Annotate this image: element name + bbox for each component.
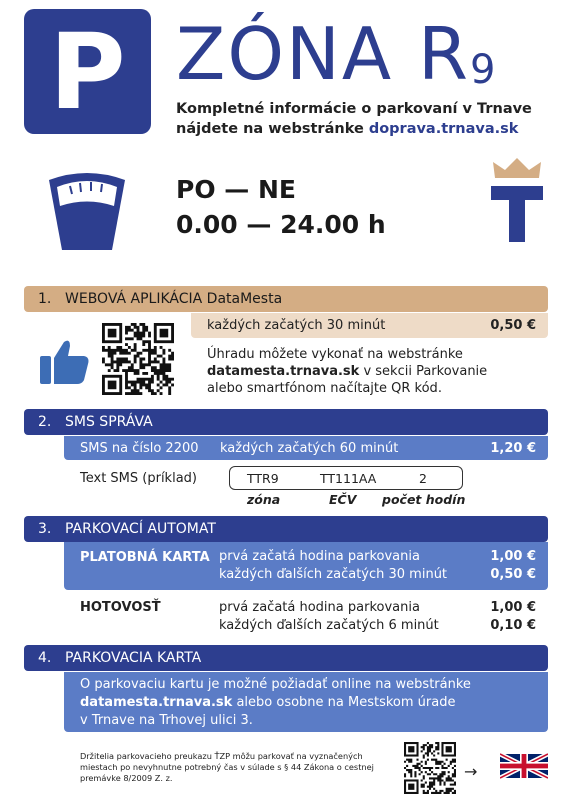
web-app-rate-row [191, 313, 548, 338]
section-2-header [24, 409, 548, 435]
footer-note [80, 751, 374, 784]
zone-title-main: ZÓNA R [176, 12, 471, 96]
section-4-header [24, 645, 548, 671]
payment-card-desc-1: prvá začatá hodina parkovania [219, 549, 420, 564]
thumbs-up-icon [40, 338, 90, 386]
web-app-rate-price: 0,50 € [490, 318, 536, 333]
sms-caption-ecv: EČV [329, 492, 357, 507]
payment-card-block [64, 542, 548, 590]
payment-info [207, 346, 487, 397]
web-app-rate-desc: každých začatých 30 minút [207, 318, 386, 333]
cash-desc-2: každých ďalších začatých 6 minút [219, 618, 439, 633]
section-3-number: 3. [38, 521, 52, 537]
payment-card-price-2: 0,50 € [490, 567, 536, 582]
cash-price-1: 1,00 € [490, 600, 536, 615]
parking-card-line-1: O parkovaciu kartu je možné požiadať online na webstránke [80, 677, 471, 692]
payment-card-price-1: 1,00 € [490, 549, 536, 564]
parking-card-line-2-rest: alebo osobne na Mestskom úrade [232, 695, 456, 710]
info-line-1: Kompletné informácie o parkovaní v Trnave [176, 101, 532, 117]
section-3-title: PARKOVACÍ AUTOMAT [65, 521, 216, 537]
parking-card-line-3: v Trnave na Trhovej ulici 3. [80, 713, 253, 728]
schedule-hours: 0.00 — 24.00 h [176, 210, 386, 239]
sms-example-label: Text SMS (príklad) [80, 471, 197, 486]
parking-meter-icon [44, 170, 130, 254]
arrow-right-icon: → [464, 762, 478, 781]
cash-label: HOTOVOSŤ [80, 600, 161, 615]
section-3-header [24, 516, 548, 542]
payment-info-line-2-rest: v sekcii Parkovanie [359, 364, 488, 379]
section-1-title: WEBOVÁ APLIKÁCIA DataMesta [65, 291, 283, 307]
parking-icon: P [49, 10, 126, 133]
sms-example-box [229, 466, 463, 490]
sms-caption-zone: zóna [247, 492, 281, 507]
parking-card-info [64, 672, 548, 732]
payment-info-link[interactable]: datamesta.trnava.sk [207, 364, 360, 379]
sms-example-zone: TTR9 [247, 471, 279, 486]
footer-line-1: Držitelia parkovacieho preukazu ŤZP môžu parkovať na vyznačených [80, 751, 363, 761]
schedule-days: PO — NE [176, 175, 296, 204]
sms-rate-desc: každých začatých 60 minút [220, 440, 399, 456]
info-link[interactable]: doprava.trnava.sk [368, 121, 519, 137]
sms-example-ecv: TT111AA [320, 471, 377, 486]
parking-card-line-2 [80, 694, 534, 712]
sms-number: SMS na číslo 2200 [80, 440, 199, 456]
parking-card-link[interactable]: datamesta.trnava.sk [80, 695, 233, 710]
section-2-number: 2. [38, 414, 52, 430]
payment-info-line-2 [207, 363, 487, 380]
qr-code-icon[interactable] [102, 323, 174, 395]
payment-card-label: PLATOBNÁ KARTA [80, 550, 210, 565]
cash-price-2: 0,10 € [490, 618, 536, 633]
section-4-number: 4. [38, 650, 52, 666]
section-2-title: SMS SPRÁVA [65, 414, 153, 430]
sms-rate-row [64, 436, 548, 460]
payment-info-line-3: alebo smartfónom načítajte QR kód. [207, 381, 442, 396]
info-line-2-prefix: nájdete na webstránke [176, 121, 369, 137]
payment-card-desc-2: každých ďalších začatých 30 minút [219, 567, 448, 582]
uk-flag-icon[interactable] [500, 752, 548, 780]
payment-info-line-1: Úhradu môžete vykonať na webstránke [207, 347, 463, 362]
sms-example-hours: 2 [419, 471, 427, 486]
info-line-2 [176, 121, 518, 137]
section-1-header [24, 286, 548, 312]
qr-code-icon[interactable] [404, 742, 456, 794]
parking-badge [24, 9, 151, 134]
section-4-title: PARKOVACIA KARTA [65, 650, 202, 666]
cash-desc-1: prvá začatá hodina parkovania [219, 600, 420, 615]
zone-title-sub: 9 [470, 47, 496, 93]
sms-rate-price: 1,20 € [490, 440, 536, 456]
trnava-crest-icon [489, 156, 545, 242]
section-1-number: 1. [38, 291, 52, 307]
sms-caption-hours: počet hodín [382, 492, 466, 507]
footer-line-3: premávke 8/2009 Z. z. [80, 773, 173, 783]
footer-line-2: miestach po nevyhnutne potrebný čas v súlade s § 44 Zákona o cestnej [80, 762, 374, 772]
